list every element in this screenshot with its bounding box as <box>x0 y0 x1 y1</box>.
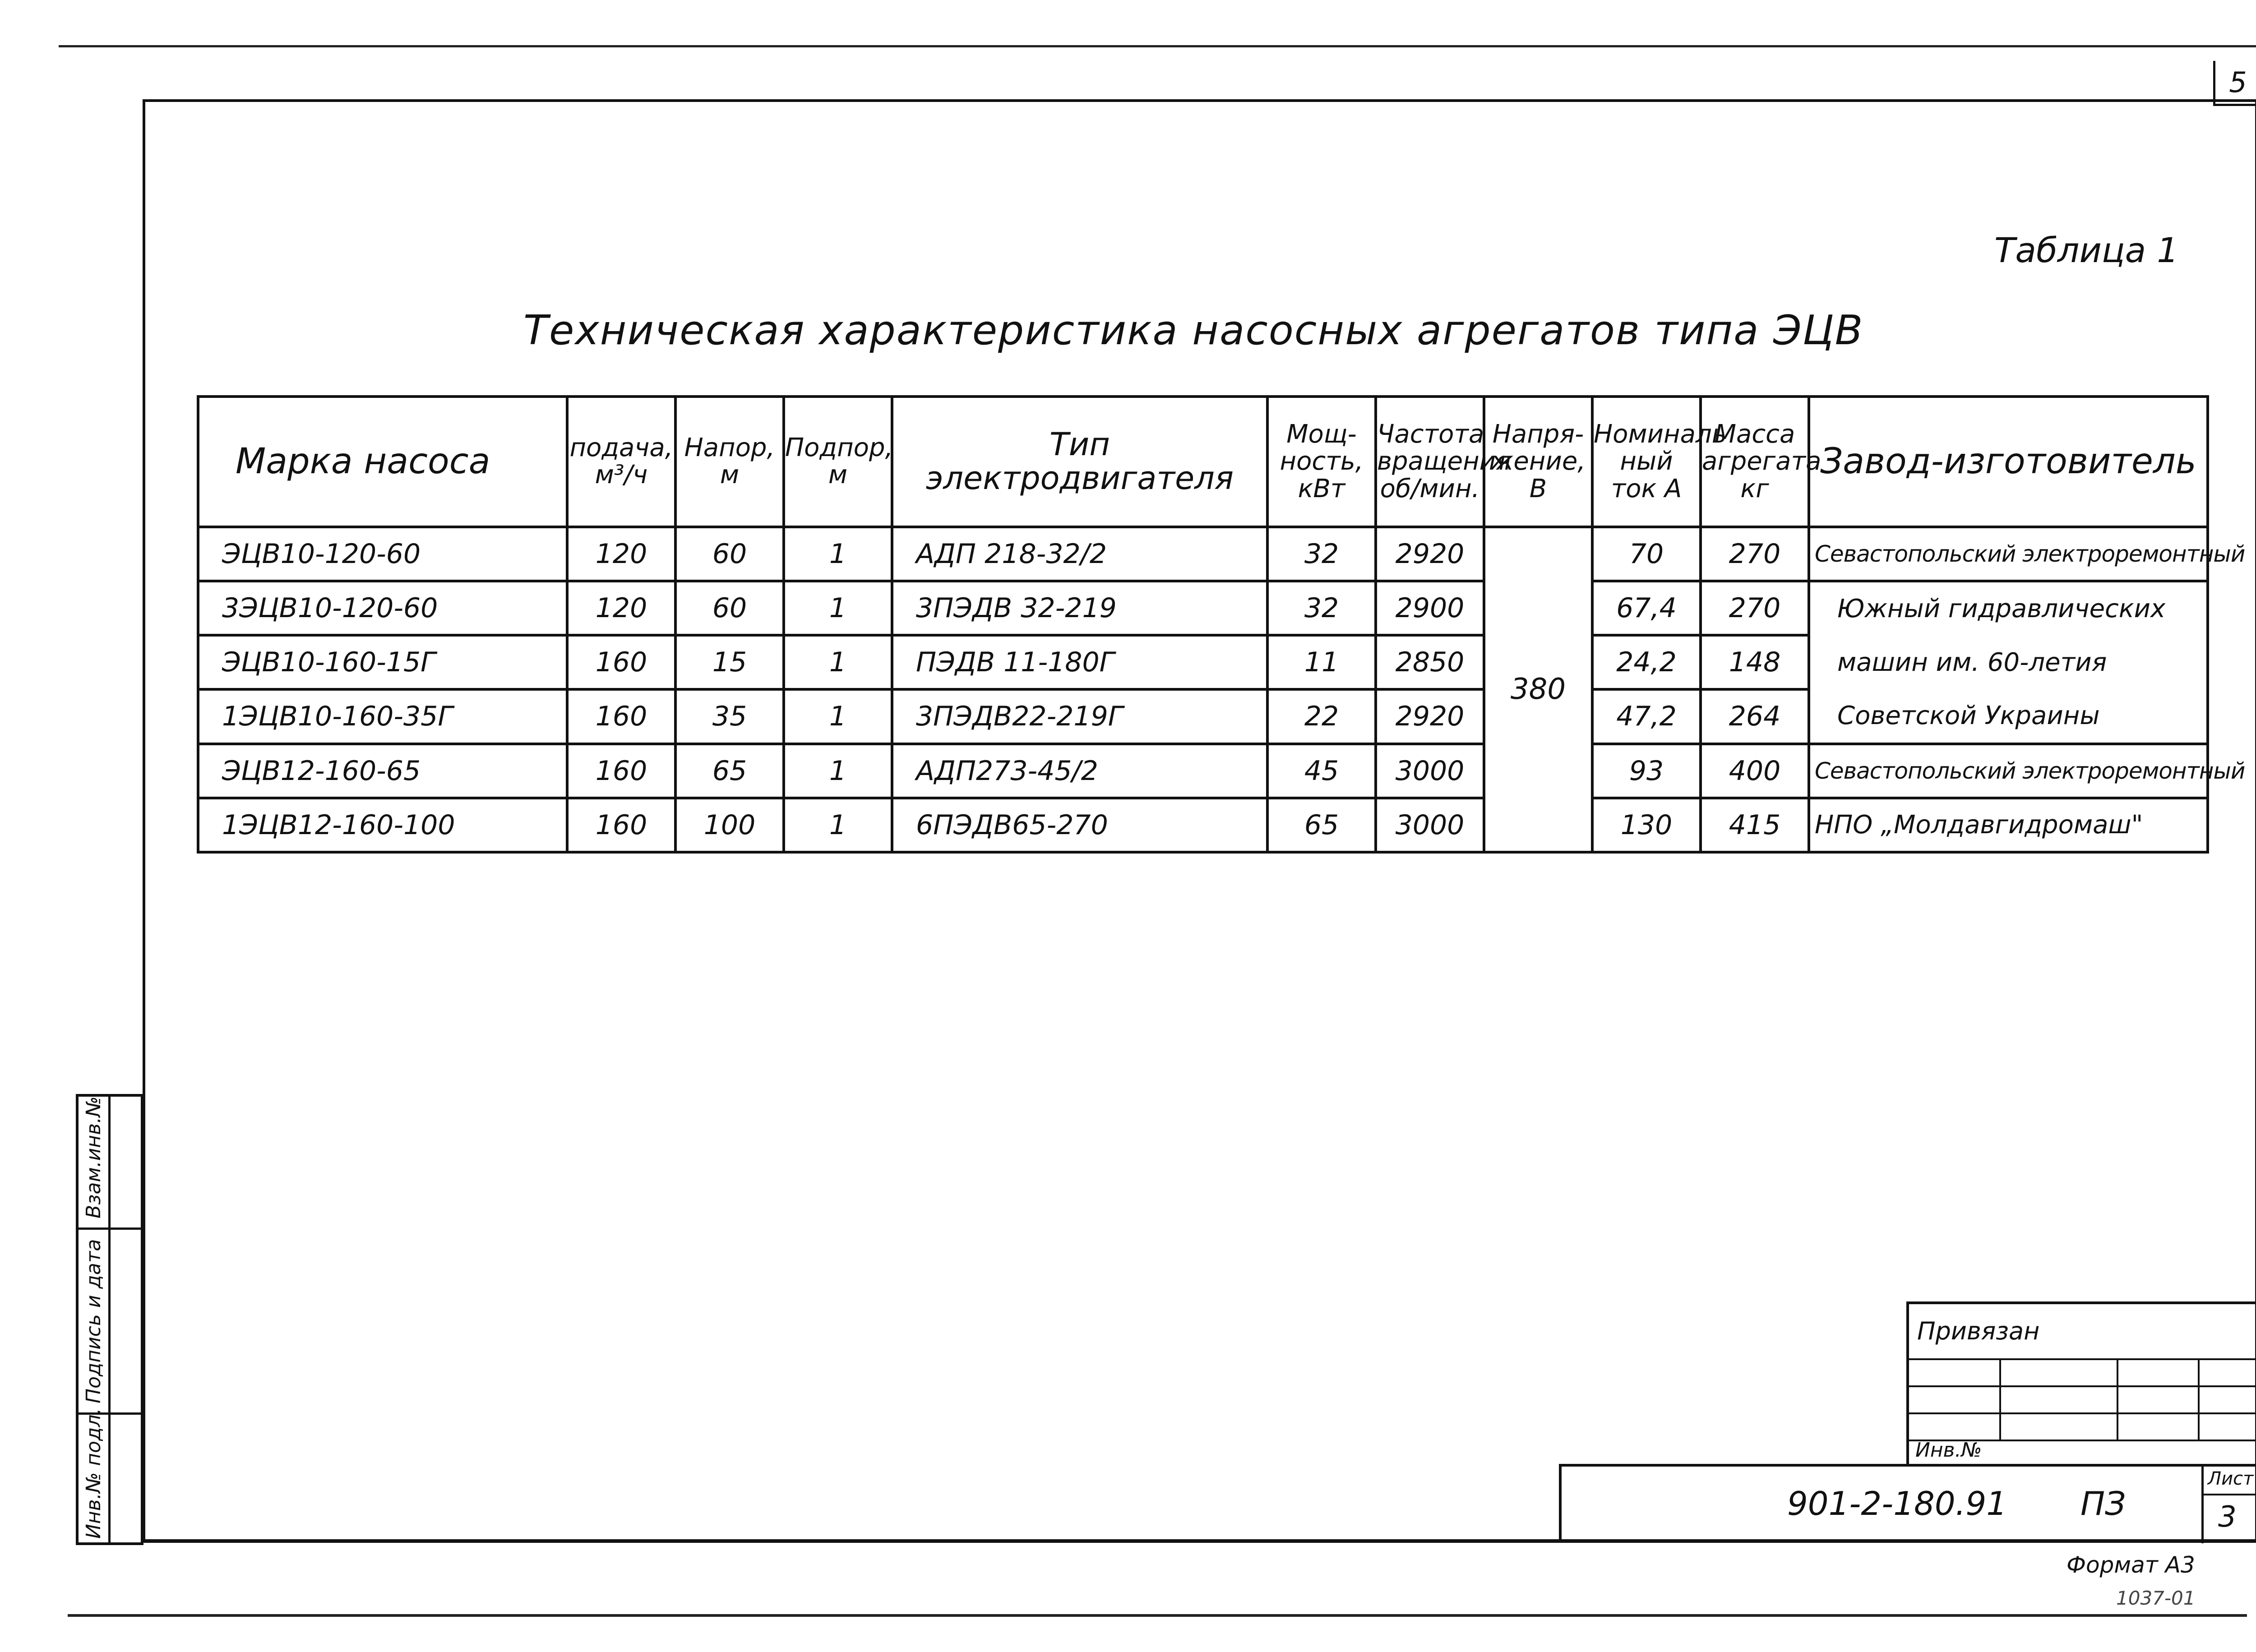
header-mass: Масса агрегата кг <box>1701 397 1809 527</box>
cell-power: 11 <box>1267 635 1376 689</box>
title-block-rule <box>1909 1385 2256 1387</box>
format-label: Формат А3 <box>2066 1552 2195 1578</box>
cell-head: 35 <box>675 689 784 743</box>
side-stamp-replace-inv: Взам.инв.№ <box>82 1096 105 1218</box>
inv-number-label: Инв.№ <box>1915 1439 1982 1462</box>
cell-rotation: 2920 <box>1376 527 1484 581</box>
cell-power: 32 <box>1267 527 1376 581</box>
sheet-corner-number: 5 <box>2213 61 2256 106</box>
sheet-number: 3 <box>2218 1500 2237 1534</box>
cell-backwater: 1 <box>784 798 892 852</box>
table-row <box>198 635 2208 689</box>
cell-manufacturer: Советской Украины <box>1809 689 2208 743</box>
cell-current: 24,2 <box>1592 635 1701 689</box>
table-row <box>198 689 2208 743</box>
cell-brand: 3ЭЦВ10-120-60 <box>198 581 567 635</box>
cell-mass: 264 <box>1701 689 1809 743</box>
cell-head: 15 <box>675 635 784 689</box>
cell-rotation: 3000 <box>1376 744 1484 798</box>
cell-brand: 1ЭЦВ12-160-100 <box>198 798 567 852</box>
table-row <box>198 744 2208 798</box>
header-voltage: Напря- жение, В <box>1484 397 1592 527</box>
cell-rotation: 2850 <box>1376 635 1484 689</box>
header-head: Напор, м <box>675 397 784 527</box>
cell-flow: 120 <box>567 527 675 581</box>
table-row <box>198 798 2208 852</box>
cell-motor-type: АДП273-45/2 <box>892 744 1267 798</box>
table-row <box>198 527 2208 581</box>
cell-manufacturer: НПО „Молдавгидромаш" <box>1809 798 2208 852</box>
cell-mass: 400 <box>1701 744 1809 798</box>
table-header-row <box>198 397 2208 527</box>
header-rotation: Частота вращения об/мин. <box>1376 397 1484 527</box>
document-code: 901-2-180.91 <box>1787 1485 2007 1523</box>
cell-power: 45 <box>1267 744 1376 798</box>
title-block-rule <box>1909 1358 2256 1360</box>
cell-flow: 120 <box>567 581 675 635</box>
side-stamp <box>76 1094 143 1545</box>
cell-current: 130 <box>1592 798 1701 852</box>
cell-mass: 270 <box>1701 527 1809 581</box>
cell-manufacturer: Севастопольский электроремонтный <box>1809 744 2208 798</box>
header-current: Номиналь ный ток А <box>1592 397 1701 527</box>
cell-power: 32 <box>1267 581 1376 635</box>
cell-manufacturer: машин им. 60-летия <box>1809 635 2208 689</box>
title-block-rule <box>2201 1494 2256 1495</box>
cell-head: 60 <box>675 527 784 581</box>
cell-rotation: 2920 <box>1376 689 1484 743</box>
cell-motor-type: 3ПЭДВ22-219Г <box>892 689 1267 743</box>
cell-head: 100 <box>675 798 784 852</box>
cell-manufacturer: Севастопольский электроремонтный <box>1809 527 2208 581</box>
cell-flow: 160 <box>567 689 675 743</box>
cell-head: 60 <box>675 581 784 635</box>
cell-rotation: 2900 <box>1376 581 1484 635</box>
title-block-rule <box>2198 1358 2200 1440</box>
cell-motor-type: 3ПЭДВ 32-219 <box>892 581 1267 635</box>
cell-motor-type: 6ПЭДВ65-270 <box>892 798 1267 852</box>
cell-flow: 160 <box>567 798 675 852</box>
sheet-label: Лист <box>2208 1468 2254 1489</box>
cell-current: 47,2 <box>1592 689 1701 743</box>
cell-mass: 270 <box>1701 581 1809 635</box>
title-block-lower <box>1559 1464 2256 1541</box>
cell-voltage-merged: 380 <box>1484 527 1592 852</box>
cell-flow: 160 <box>567 744 675 798</box>
footer-code: 1037-01 <box>2116 1587 2196 1609</box>
title-block-rule <box>2201 1467 2204 1543</box>
side-stamp-inv-orig: Инв.№ подл. <box>82 1408 105 1539</box>
outer-border-bottom <box>68 1614 2247 1617</box>
cell-mass: 415 <box>1701 798 1809 852</box>
header-brand: Марка насоса <box>198 397 567 527</box>
cell-head: 65 <box>675 744 784 798</box>
title-block-upper <box>1906 1301 2256 1464</box>
header-backwater: Подпор, м <box>784 397 892 527</box>
cell-backwater: 1 <box>784 527 892 581</box>
side-stamp-sign-date: Подпись и дата <box>82 1239 105 1403</box>
cell-rotation: 3000 <box>1376 798 1484 852</box>
cell-brand: 1ЭЦВ10-160-35Г <box>198 689 567 743</box>
cell-brand: ЭЦВ12-160-65 <box>198 744 567 798</box>
cell-power: 65 <box>1267 798 1376 852</box>
title-block-rule <box>1999 1358 2001 1440</box>
side-stamp-divider <box>79 1227 142 1230</box>
cell-current: 67,4 <box>1592 581 1701 635</box>
title-block-rule <box>2117 1358 2118 1440</box>
cell-motor-type: ПЭДВ 11-180Г <box>892 635 1267 689</box>
document-title: Техническая характеристика насосных агрегатов типа ЭЦВ <box>523 307 1864 354</box>
cell-brand: ЭЦВ10-160-15Г <box>198 635 567 689</box>
cell-flow: 160 <box>567 635 675 689</box>
cell-backwater: 1 <box>784 635 892 689</box>
cell-manufacturer: Южный гидравлических <box>1809 581 2208 635</box>
table-label: Таблица 1 <box>1994 230 2179 270</box>
cell-mass: 148 <box>1701 635 1809 689</box>
side-stamp-divider <box>108 1097 111 1543</box>
table-row <box>198 581 2208 635</box>
header-power: Мощ- ность, кВт <box>1267 397 1376 527</box>
cell-backwater: 1 <box>784 581 892 635</box>
header-motor-type: Тип электродвигателя <box>892 397 1267 527</box>
pump-spec-table <box>197 395 2245 854</box>
cell-brand: ЭЦВ10-120-60 <box>198 527 567 581</box>
section-code: ПЗ <box>2080 1485 2126 1523</box>
cell-backwater: 1 <box>784 689 892 743</box>
header-flow: подача, м³/ч <box>567 397 675 527</box>
outer-border-top <box>59 45 2256 47</box>
cell-power: 22 <box>1267 689 1376 743</box>
title-block-rule <box>1909 1412 2256 1414</box>
attached-label: Привязан <box>1917 1317 2040 1345</box>
cell-motor-type: АДП 218-32/2 <box>892 527 1267 581</box>
cell-backwater: 1 <box>784 744 892 798</box>
cell-current: 70 <box>1592 527 1701 581</box>
header-manufacturer: Завод-изготовитель <box>1809 397 2208 527</box>
cell-current: 93 <box>1592 744 1701 798</box>
